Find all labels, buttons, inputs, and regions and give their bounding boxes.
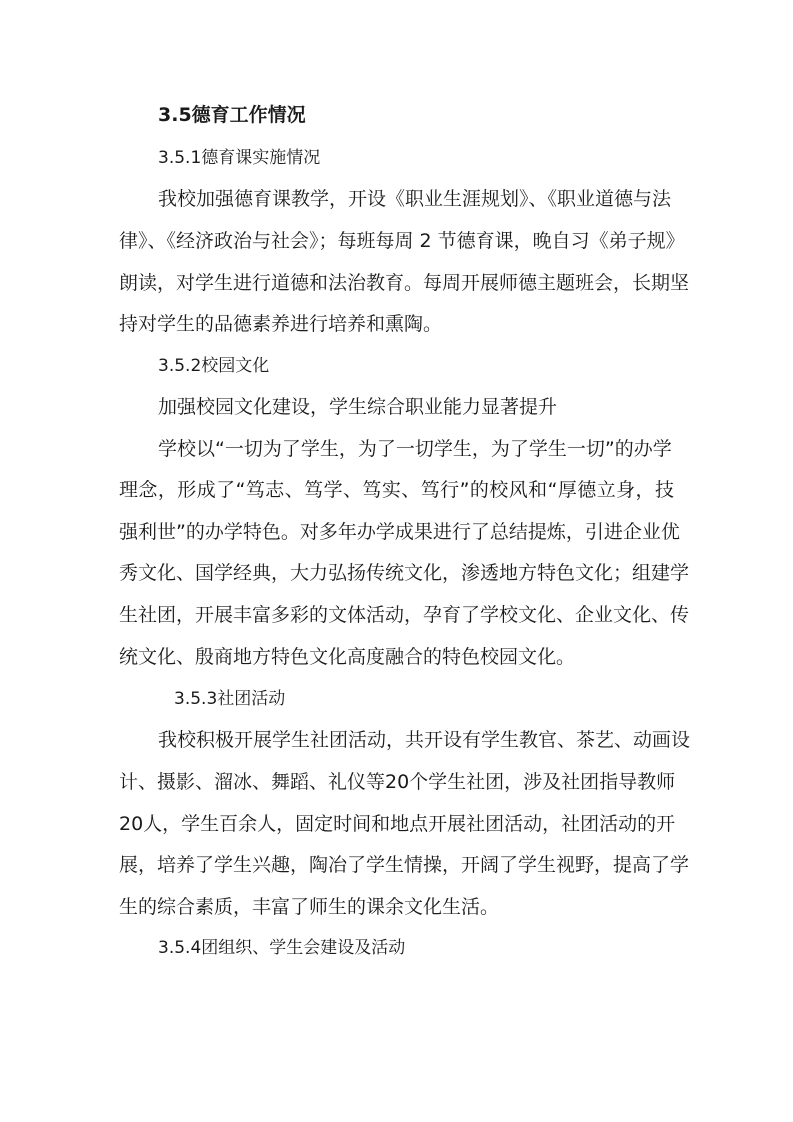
paragraph-line: 强利世”的办学特色。对多年办学成果进行了总结提炼，引进企业优 (119, 521, 680, 543)
subsection-heading-3-5-2: 3.5.2校园文化 (158, 356, 270, 376)
paragraph-line: 生的综合素质，丰富了师生的课余文化生活。 (119, 896, 500, 918)
subsection-heading-3-5-4: 3.5.4团组织、学生会建设及活动 (158, 938, 406, 958)
subsection-heading-3-5-1: 3.5.1德育课实施情况 (158, 148, 321, 168)
paragraph-line: 学校以“一切为了学生，为了一切学生，为了学生一切”的办学 (158, 438, 672, 460)
paragraph-line: 秀文化、国学经典，大力弘扬传统文化，渗透地方特色文化；组建学 (119, 562, 690, 584)
paragraph-line: 我校积极开展学生社团活动，共开设有学生教官、茶艺、动画设 (158, 729, 691, 751)
paragraph-line: 生社团，开展丰富多彩的文体活动，孕育了学校文化、企业文化、传 (119, 604, 690, 626)
paragraph-line: 展，培养了学生兴趣，陶冶了学生情操，开阔了学生视野，提高了学 (119, 854, 690, 876)
paragraph-line: 律》、《经济政治与社会》；每班每周 2 节德育课，晚自习《弟子规》 (119, 230, 685, 252)
paragraph-line: 持对学生的品德素养进行培养和熏陶。 (119, 313, 443, 335)
paragraph-line: 我校加强德育课教学，开设《职业生涯规划》、《职业道德与法 (158, 188, 672, 210)
paragraph-line: 20人，学生百余人，固定时间和地点开展社团活动，社团活动的开 (119, 813, 676, 835)
paragraph-line: 统文化、殷商地方特色文化高度融合的特色校园文化。 (119, 646, 576, 668)
section-heading-3-5: 3.5德育工作情况 (158, 104, 306, 126)
paragraph-line: 朗读，对学生进行道德和法治教育。每周开展师德主题班会，长期坚 (119, 272, 690, 294)
paragraph-lead: 加强校园文化建设，学生综合职业能力显著提升 (158, 396, 558, 418)
subsection-heading-3-5-3: 3.5.3社团活动 (174, 689, 286, 709)
paragraph-line: 理念，形成了“笃志、笃学、笃实、笃行”的校风和“厚德立身，技 (119, 479, 674, 501)
paragraph-line: 计、摄影、溜冰、舞蹈、礼仪等20个学生社团，涉及社团指导教师 (119, 771, 676, 793)
